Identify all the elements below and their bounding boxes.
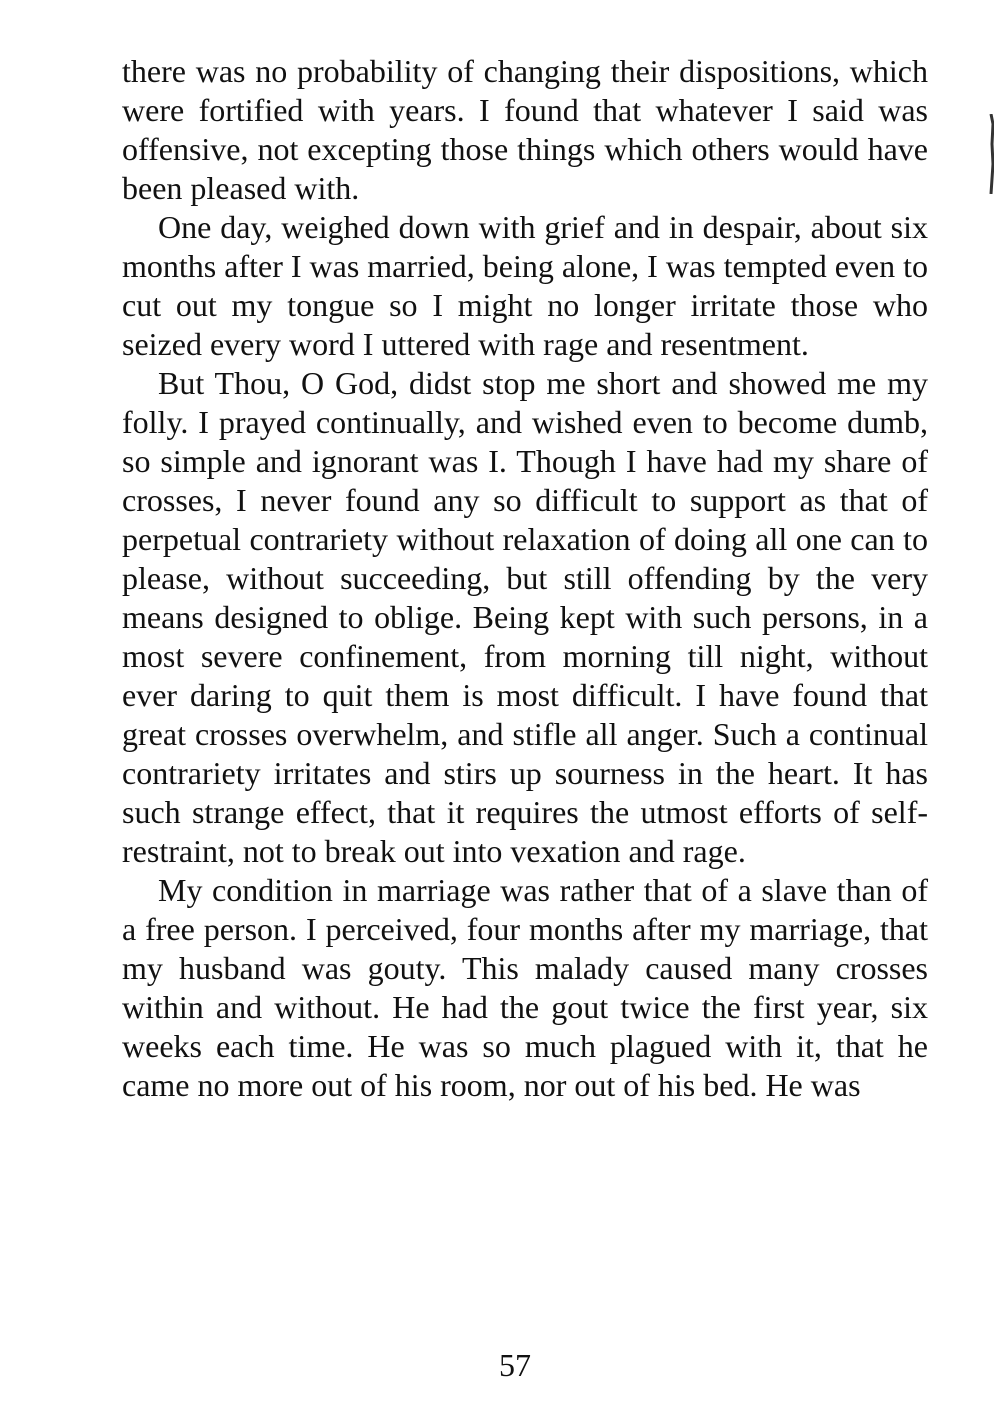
body-text <box>122 52 928 1105</box>
paragraph-3: But Thou, O God, didst stop me short and showed me my folly. I prayed continually, and wished even to become dumb, so simple and ignorant was I. Though I have had my share of crosses, I never found any so difficult to support as that of perpetual contrariety without relaxation of doing all one can to please, without succeeding, but still offending by the very means designed to oblige. Being kept with such persons, in a most severe confinement, from morning till night, without ever daring to quit them is most difficult. I have found that great crosses overwhelm, and stifle all anger. Such a continual contrariety irritates and stirs up sourness in the heart. It has such strange effect, that it requires the utmost efforts of self-restraint, not to break out into vexation and rage. <box>122 365 928 869</box>
scan-edge-mark-icon <box>986 114 994 194</box>
paragraph-4: My condition in marriage was rather that of a slave than of a free person. I perceived, four months after my marriage, that my husband was gouty. This malady caused many crosses within and without. He had the gout twice the first year, six weeks each time. He was so much plagued with it, that he came no more out of his room, nor out of his bed. He was <box>122 872 928 1103</box>
paragraph-2: One day, weighed down with grief and in despair, about six months after I was married, being alone, I was tempted even to cut out my tongue so I might no longer irritate those who seized every word I uttered with rage and resentment. <box>122 209 928 362</box>
page-number: 57 <box>499 1347 531 1383</box>
paragraph-1: there was no probability of changing their dispositions, which were fortified with years. I found that whatever I said was offensive, not excepting those things which others would have been pleased with. <box>122 53 928 206</box>
